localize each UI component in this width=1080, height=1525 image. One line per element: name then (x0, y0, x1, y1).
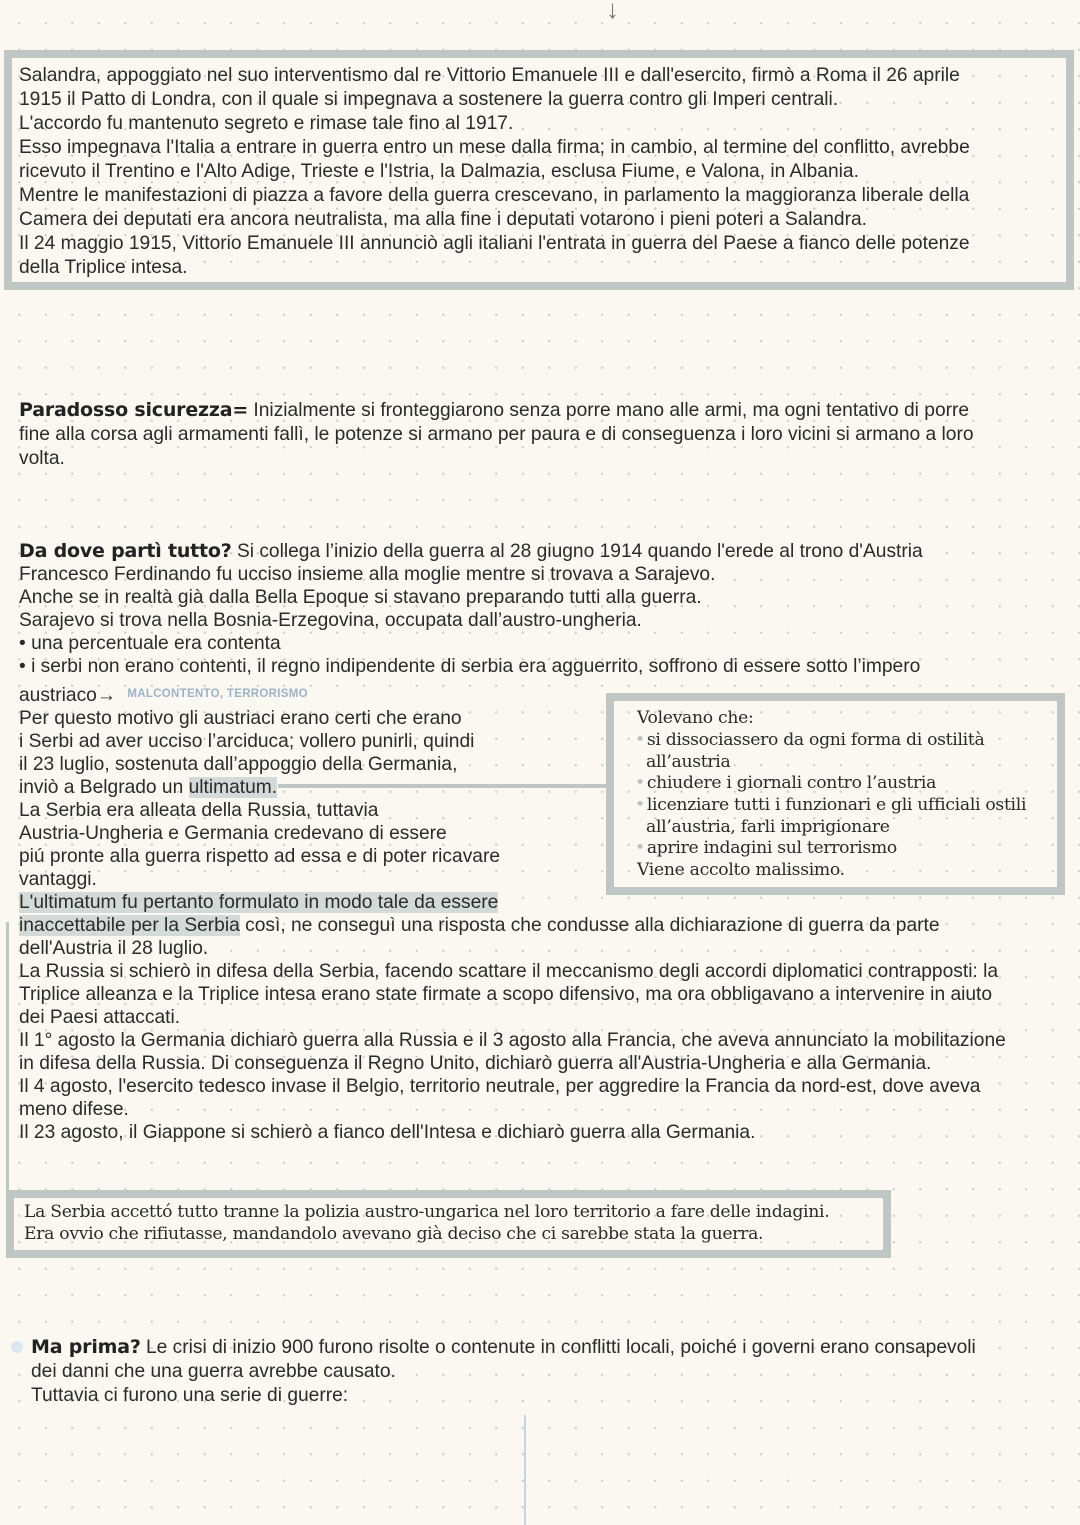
volevano-item-text: chiudere i giornali contro l’austria (646, 773, 937, 793)
down-arrow-icon: ↓ (606, 0, 619, 24)
left-col-line: vantaggi. (19, 869, 97, 890)
after-line: La Russia si schierò in difesa della Serbia, facendo scattare il meccanismo degli accordi diplomatici contrapposti: la (19, 961, 999, 982)
ma-prima-line-2: dei danni che una guerra avrebbe causato. (31, 1361, 396, 1382)
ma-prima-heading: Ma prima? (31, 1336, 141, 1358)
origine-heading: Da dove partì tutto? (19, 540, 232, 562)
timeline-line (524, 1415, 526, 1525)
ma-prima-line-1 (31, 1336, 976, 1360)
bullet-icon: • (635, 795, 645, 815)
salandra-line: Il 24 maggio 1915, Vittorio Emanuele III annunciò agli italiani l'entrata in guerra del Paese a fianco delle potenze (19, 233, 970, 254)
origine-line: Francesco Ferdinando fu ucciso insieme alla moglie mentre si trovava a Sarajevo. (19, 564, 716, 585)
ultimatum-highlight: ultimatum. (188, 777, 278, 798)
after-line: Il 1° agosto la Germania dichiarò guerra alla Russia e il 3 agosto alla Francia, che aveva annunciato la mobilitazione (19, 1030, 1006, 1051)
left-col-line: Per questo motivo gli austriaci erano certi che erano (19, 708, 462, 729)
bullet-text: i serbi non erano contenti, il regno indipendente di serbia era agguerrito, soffrono di essere sotto l’impero (31, 656, 921, 677)
origine-line: Anche se in realtà già dalla Bella Epoque si stavano preparando tutti alla guerra. (19, 587, 702, 608)
bullet-icon: • (635, 773, 645, 793)
ma-prima-line-3: Tuttavia ci furono una serie di guerre: (31, 1385, 349, 1406)
austriaco-text: austriaco→ (19, 685, 117, 706)
origine-line: Sarajevo si trova nella Bosnia-Erzegovina, occupata dall’austro-ungheria. (19, 610, 642, 631)
salandra-line: 1915 il Patto di Londra, con il quale si impegnava a sostenere la guerra contro gli Imperi centrali. (19, 89, 839, 110)
after-line: meno difese. (19, 1099, 129, 1120)
volevano-item-cont: all’austria (646, 752, 731, 772)
left-col-line: i Serbi ad aver ucciso l’arciduca; vollero punirli, quindi (19, 731, 475, 752)
ma-prima-text: Le crisi di inizio 900 furono risolte o contenute in conflitti locali, poiché i governi erano consapevoli (140, 1337, 976, 1358)
paradosso-line-3: volta. (19, 448, 65, 469)
salandra-line: Salandra, appoggiato nel suo interventismo dal re Vittorio Emanuele III e dall'esercito, firmò a Roma il 26 aprile (19, 65, 960, 86)
volevano-item (635, 773, 936, 795)
ultimatum-line-2 (19, 914, 940, 938)
volevano-footer: Viene accolto malissimo. (637, 860, 845, 880)
salandra-line: Camera dei deputati era ancora neutralista, ma alla fine i deputati votarono i pieni poteri a Salandra. (19, 209, 867, 230)
after-line: Triplice alleanza e la Triplice intesa erano state firmate a scopo difensivo, ma ora obbligavano a intervenire in aiuto (19, 984, 993, 1005)
ma-prima-dot (11, 1341, 23, 1353)
ultimatum-highlight: inaccettabile per la Serbia (19, 915, 240, 936)
malcontento-tag: MALCONTENTO, TERRORISMO (127, 688, 308, 700)
salandra-line: Esso impegnava l'Italia a entrare in guerra entro un mese dalla firma; in cambio, al termine del conflitto, avrebbe (19, 137, 970, 158)
ultimatum-text: così, ne conseguì una risposta che condusse alla dichiarazione di guerra da parte (239, 915, 940, 936)
volevano-title: Volevano che: (637, 708, 754, 728)
volevano-item (635, 838, 897, 860)
bullet-icon: • (19, 656, 32, 677)
left-col-line: il 23 luglio, sostenuta dall’appoggio della Germania, (19, 754, 458, 775)
after-line: Il 23 agosto, il Giappone si schierò a fianco dell'Intesa e dichiarò guerra alla Germania. (19, 1122, 756, 1143)
salandra-line: Mentre le manifestazioni di piazza a favore della guerra crescevano, in parlamento la maggioranza liberale della (19, 185, 970, 206)
invio-text: inviò a Belgrado un (19, 777, 189, 798)
volevano-item (635, 730, 984, 752)
serbia-line-1: La Serbia accettó tutto tranne la polizia austro-ungarica nel loro territorio a fare delle indagini. (24, 1202, 830, 1222)
origine-text: Si collega l’inizio della guerra al 28 giugno 1914 quando l'erede al trono d'Austria (231, 541, 923, 562)
bullet-icon: • (19, 633, 32, 654)
origine-line-1 (19, 540, 923, 564)
bullet-text: una percentuale era contenta (31, 633, 281, 654)
salandra-line: L'accordo fu mantenuto segreto e rimase tale fino al 1917. (19, 113, 514, 134)
volevano-item (635, 795, 1026, 817)
paradosso-text: Inizialmente si fronteggiarono senza porre mano alle armi, ma ogni tentativo di porre (248, 400, 970, 421)
after-line: Il 4 agosto, l'esercito tedesco invase il Belgio, territorio neutrale, per aggredire la Francia da nord-est, dove aveva (19, 1076, 981, 1097)
invio-line (19, 776, 277, 800)
left-col-line: La Serbia era alleata della Russia, tuttavia (19, 800, 379, 821)
bullet-icon: • (635, 730, 645, 750)
left-col-line: piú pronte alla guerra rispetto ad essa e di poter ricavare (19, 846, 501, 867)
after-line: dell'Austria il 28 luglio. (19, 938, 209, 959)
left-col-line: Austria-Ungheria e Germania credevano di essere (19, 823, 447, 844)
salandra-line: della Triplice intesa. (19, 257, 188, 278)
paradosso-heading: Paradosso sicurezza= (19, 399, 249, 421)
after-line: in difesa della Russia. Di conseguenza il Regno Unito, dichiarò guerra all'Austria-Ungheria e alla Germania. (19, 1053, 932, 1074)
connector-line (278, 784, 610, 788)
bullet-item (19, 632, 281, 656)
ultimatum-highlight: L'ultimatum fu pertanto formulato in modo tale da essere (19, 892, 499, 913)
ultimatum-line-1 (19, 891, 498, 915)
volevano-item-text: aprire indagini sul terrorismo (646, 838, 897, 858)
bullet-icon: • (635, 838, 645, 858)
paradosso-line-1 (19, 399, 969, 423)
bracket-line (6, 922, 9, 1194)
volevano-item-text: licenziare tutti i funzionari e gli ufficiali ostili (646, 795, 1027, 815)
volevano-item-text: si dissociassero da ogni forma di ostilità (646, 730, 985, 750)
volevano-item-cont: all’austria, farli imprigionare (646, 817, 890, 837)
salandra-line: ricevuto il Trentino e l'Alto Adige, Trieste e l'Istria, la Dalmazia, esclusa Fiume, e Valona, in Albania. (19, 161, 859, 182)
bullet-item (19, 655, 920, 679)
serbia-line-2: Era ovvio che rifiutasse, mandandolo avevano già deciso che ci sarebbe stata la guerra. (24, 1224, 764, 1244)
after-line: dei Paesi attaccati. (19, 1007, 181, 1028)
paradosso-line-2: fine alla corsa agli armamenti fallì, le potenze si armano per paura e di conseguenza i loro vicini si armano a loro (19, 424, 974, 445)
